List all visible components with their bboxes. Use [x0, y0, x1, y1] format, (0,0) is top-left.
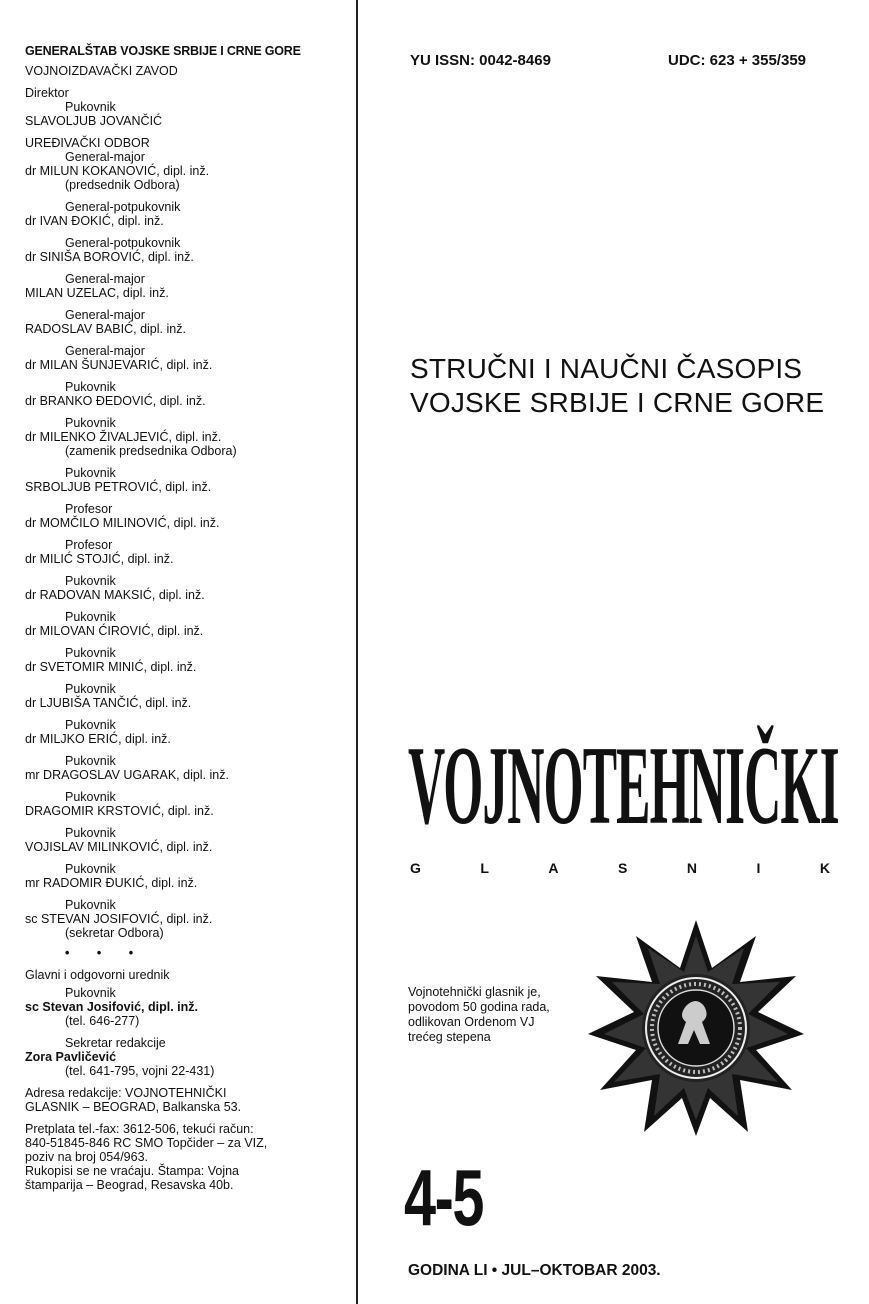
board-label: UREĐIVAČKI ODBOR	[25, 136, 150, 150]
board-member-rank: General-potpukovnik	[65, 236, 181, 250]
glasnik-letter: S	[618, 860, 628, 876]
board-member-name: dr IVAN ĐOKIĆ, dipl. inž.	[25, 214, 164, 228]
board-member-rank: General-major	[65, 308, 145, 322]
board-member	[25, 344, 355, 372]
board-member-name: dr MILJKO ERIĆ, dipl. inž.	[25, 732, 171, 746]
board-member-rank: Pukovnik	[65, 898, 116, 912]
glasnik-letter: K	[819, 860, 830, 876]
board-member-name: dr RADOVAN MAKSIĆ, dipl. inž.	[25, 588, 205, 602]
publisher-org: GENERALŠTAB VOJSKE SRBIJE I CRNE GORE	[25, 44, 301, 58]
board-member-rank: Profesor	[65, 538, 113, 552]
board-member-rank: Pukovnik	[65, 416, 116, 430]
secretary-phone: (tel. 641-795, vojni 22-431)	[65, 1064, 215, 1078]
glasnik-letter: A	[548, 860, 559, 876]
editor-rank: Pukovnik	[65, 986, 116, 1000]
masthead-column	[25, 44, 355, 1192]
board-member-name: SRBOLJUB PETROVIĆ, dipl. inž.	[25, 480, 212, 494]
glasnik-letter: I	[756, 860, 761, 876]
award-note	[408, 985, 588, 1045]
board-member	[25, 538, 355, 566]
board-member-rank: Pukovnik	[65, 718, 116, 732]
address-line: GLASNIK – BEOGRAD, Balkanska 53.	[25, 1100, 242, 1114]
board-member	[25, 682, 355, 710]
subscription-line: poziv na broj 054/963.	[25, 1150, 149, 1164]
board-member-rank: Pukovnik	[65, 790, 116, 804]
award-line: povodom 50 godina rada,	[408, 1000, 550, 1014]
address-line: Adresa redakcije: VOJNOTEHNIČKI	[25, 1086, 227, 1100]
editor-phone: (tel. 646-277)	[65, 1014, 140, 1028]
editor-name: sc Stevan Josifović, dipl. inž.	[25, 1000, 198, 1014]
board-member-rank: Pukovnik	[65, 646, 116, 660]
board-member-name: VOJISLAV MILINKOVIĆ, dipl. inž.	[25, 840, 213, 854]
board-member-name: dr LJUBIŠA TANČIĆ, dipl. inž.	[25, 696, 192, 710]
board-member-rank: General-major	[65, 272, 145, 286]
board-member	[25, 790, 355, 818]
secretary-label: Sekretar redakcije	[65, 1036, 166, 1050]
board-member	[25, 200, 355, 228]
column-divider	[356, 0, 358, 1304]
udc-code: UDC: 623 + 355/359	[668, 52, 807, 69]
subscription-block	[25, 1122, 355, 1192]
board-member-name: dr MILENKO ŽIVALJEVIĆ, dipl. inž.	[25, 430, 222, 444]
board-member-rank: Pukovnik	[65, 682, 116, 696]
publisher-institute: VOJNOIZDAVAČKI ZAVOD	[25, 64, 178, 78]
board-member	[25, 610, 355, 638]
director-label: Direktor	[25, 86, 69, 100]
board-member-name: mr DRAGOSLAV UGARAK, dipl. inž.	[25, 768, 229, 782]
subtitle-line-1: STRUČNI I NAUČNI ČASOPIS	[410, 353, 803, 384]
board-member-name: dr MILOVAN ĆIROVIĆ, dipl. inž.	[25, 624, 204, 638]
board-member-name: dr MILUN KOKANOVIĆ, dipl. inž.	[25, 164, 210, 178]
board-member-rank: Pukovnik	[65, 862, 116, 876]
subscription-line: štamparija – Beograd, Resavska 40b.	[25, 1178, 234, 1192]
board-member-rank: Pukovnik	[65, 574, 116, 588]
board-member-rank: Profesor	[65, 502, 113, 516]
glasnik-letter: G	[410, 860, 421, 876]
subscription-line: Rukopisi se ne vraćaju. Štampa: Vojna	[25, 1164, 240, 1178]
board-member	[25, 502, 355, 530]
glasnik-letter: L	[480, 860, 489, 876]
board-member	[25, 308, 355, 336]
board-member	[25, 646, 355, 674]
board-member	[25, 574, 355, 602]
board-member-rank: General-major	[65, 344, 145, 358]
board-member	[25, 272, 355, 300]
board-member-name: RADOSLAV BABIĆ, dipl. inž.	[25, 322, 186, 336]
board-member-rank: General-potpukovnik	[65, 200, 181, 214]
board-member	[25, 754, 355, 782]
glasnik-letter: N	[686, 860, 697, 876]
board-member	[25, 826, 355, 854]
board-member-note: (zamenik predsednika Odbora)	[65, 444, 237, 458]
director-name: SLAVOLJUB JOVANČIĆ	[25, 114, 163, 128]
board-member	[25, 416, 355, 458]
subscription-line: 840-51845-846 RC SMO Topčider – za VIZ,	[25, 1136, 268, 1150]
board-member-name: dr SVETOMIR MINIĆ, dipl. inž.	[25, 660, 197, 674]
board-member	[25, 466, 355, 494]
board-member-name: sc STEVAN JOSIFOVIĆ, dipl. inž.	[25, 912, 213, 926]
board-member-rank: Pukovnik	[65, 826, 116, 840]
board-member-name: dr MOMČILO MILINOVIĆ, dipl. inž.	[25, 516, 220, 530]
board-member-rank: Pukovnik	[65, 380, 116, 394]
board-member-note: (sekretar Odbora)	[65, 926, 164, 940]
director-rank: Pukovnik	[65, 100, 116, 114]
board-member-rank: General-major	[65, 150, 145, 164]
board-member	[25, 898, 355, 940]
board-member-rank: Pukovnik	[65, 754, 116, 768]
board-member-note: (predsednik Odbora)	[65, 178, 180, 192]
board-member-name: MILAN UZELAC, dipl. inž.	[25, 286, 169, 300]
board-member-rank: Pukovnik	[65, 610, 116, 624]
issn-number: YU ISSN: 0042-8469	[410, 52, 551, 69]
board-member-name: dr SINIŠA BOROVIĆ, dipl. inž.	[25, 250, 194, 264]
volume-date: GODINA LI • JUL–OKTOBAR 2003.	[408, 1262, 661, 1279]
board-member-name: dr BRANKO ĐEDOVIĆ, dipl. inž.	[25, 394, 206, 408]
board-member	[25, 236, 355, 264]
journal-title-glasnik	[410, 860, 830, 876]
award-line: Vojnotehnički glasnik je,	[408, 985, 541, 999]
board-member-rank: Pukovnik	[65, 466, 116, 480]
separator-stars: • • •	[65, 946, 146, 960]
board-member-name: DRAGOMIR KRSTOVIĆ, dipl. inž.	[25, 804, 214, 818]
address-block	[25, 1086, 355, 1114]
board-member	[25, 862, 355, 890]
board-member-name: dr MILIĆ STOJIĆ, dipl. inž.	[25, 552, 174, 566]
board-member-name: mr RADOMIR ĐUKIĆ, dipl. inž.	[25, 876, 198, 890]
award-line: trećeg stepena	[408, 1030, 491, 1044]
subtitle-line-2: VOJSKE SRBIJE I CRNE GORE	[410, 387, 825, 418]
secretary-name: Zora Pavličević	[25, 1050, 117, 1064]
editor-label: Glavni i odgovorni urednik	[25, 968, 170, 982]
board-list	[25, 150, 355, 940]
subscription-line: Pretplata tel.-fax: 3612-506, tekući račun:	[25, 1122, 254, 1136]
journal-title: VOJNOTEHNIČKI	[408, 724, 839, 848]
board-member	[25, 380, 355, 408]
award-line: odlikovan Ordenom VJ	[408, 1015, 535, 1029]
board-member	[25, 718, 355, 746]
journal-subtitle	[410, 352, 824, 420]
board-member-name: dr MILAN ŠUNJEVARIĆ, dipl. inž.	[25, 358, 213, 372]
issue-number: 4-5	[404, 1153, 483, 1242]
board-member	[25, 150, 355, 192]
order-medal-icon	[586, 918, 806, 1138]
